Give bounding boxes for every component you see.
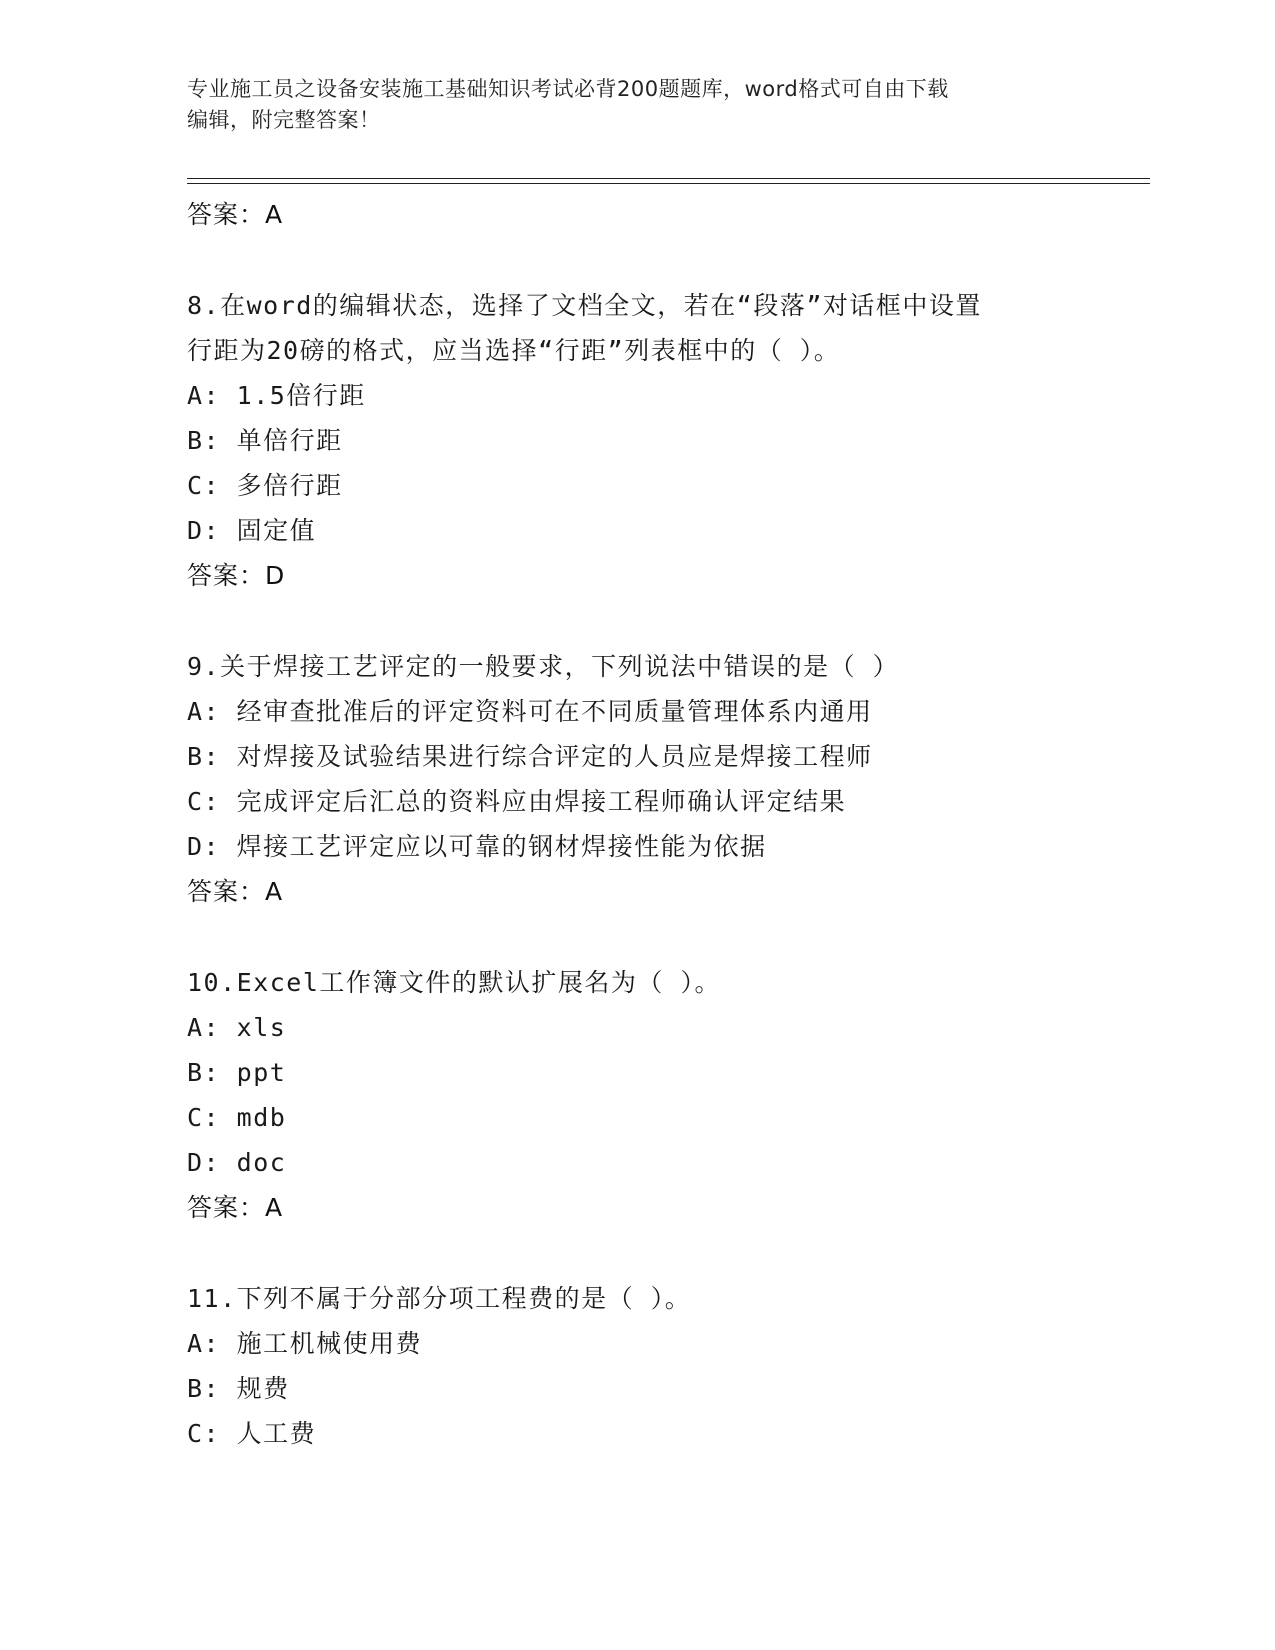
spacer <box>187 1230 1087 1276</box>
option-d: D: doc <box>187 1148 287 1177</box>
answer-line: 答案：A <box>187 1193 284 1222</box>
question-text: 8.在word的编辑状态，选择了文档全文，若在“段落”对话框中设置 <box>187 291 982 320</box>
question-block-11 <box>187 1276 1087 1456</box>
option-a: A: 经审查批准后的评定资料可在不同质量管理体系内通用 <box>187 697 873 726</box>
option-b: B: 规费 <box>187 1374 290 1403</box>
question-text: 11.下列不属于分部分项工程费的是（ ）。 <box>187 1284 692 1313</box>
answer-line: 答案：D <box>187 561 286 590</box>
document-header <box>187 74 1087 136</box>
header-divider-bottom <box>187 183 1150 184</box>
header-title-line-1: 专业施工员之设备安装施工基础知识考试必背200题题库，word格式可自由下载 <box>187 77 949 101</box>
option-d: D: 固定值 <box>187 516 317 545</box>
option-c: C: 人工费 <box>187 1419 317 1448</box>
option-a: A: 1.5倍行距 <box>187 381 366 410</box>
spacer <box>187 237 1087 283</box>
question-text: 9.关于焊接工艺评定的一般要求，下列说法中错误的是（ ） <box>187 652 900 681</box>
option-a: A: 施工机械使用费 <box>187 1329 423 1358</box>
option-d: D: 焊接工艺评定应以可靠的钢材焊接性能为依据 <box>187 832 767 861</box>
option-c: C: 多倍行距 <box>187 471 343 500</box>
answer-line: 答案：A <box>187 200 284 229</box>
question-list <box>187 192 1087 1456</box>
option-b: B: 对焊接及试验结果进行综合评定的人员应是焊接工程师 <box>187 742 873 771</box>
option-c: C: 完成评定后汇总的资料应由焊接工程师确认评定结果 <box>187 787 847 816</box>
option-b: B: 单倍行距 <box>187 426 343 455</box>
spacer <box>187 914 1087 960</box>
question-block-9 <box>187 644 1087 914</box>
option-c: C: mdb <box>187 1103 287 1132</box>
header-title-line-2: 编辑，附完整答案！ <box>187 108 381 132</box>
question-text: 10.Excel工作簿文件的默认扩展名为（ ）。 <box>187 968 721 997</box>
question-text-continued: 行距为20磅的格式，应当选择“行距”列表框中的（ ）。 <box>187 336 841 365</box>
option-a: A: xls <box>187 1013 287 1042</box>
spacer <box>187 598 1087 644</box>
option-b: B: ppt <box>187 1058 287 1087</box>
question-block-10 <box>187 960 1087 1230</box>
header-divider-top <box>187 178 1150 179</box>
question-block-8 <box>187 283 1087 598</box>
answer-line: 答案：A <box>187 877 284 906</box>
